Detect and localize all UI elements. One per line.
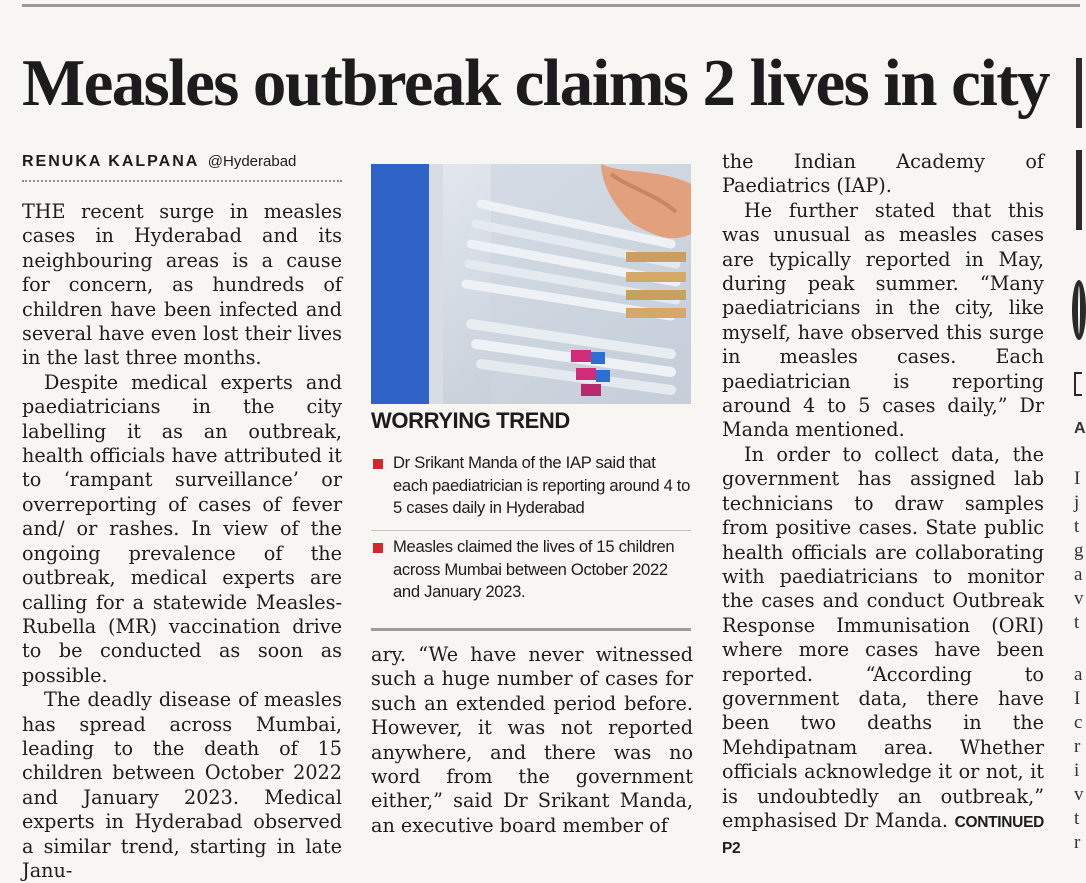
paragraph-text: In order to collect data, the government has assigned lab technicians to draw samples from positive cases. State public health officials are collaborating with paediatricians to monitor the cases and conduct Outbreak Response Immunisation (ORI) where more cases have been reported. “According to government data, there have been two deaths in the Mehdipatnam area. Whether officials acknowledge it or not, it is undoubtedly an outbreak,” emphasised Dr Manda.: [722, 442, 1044, 832]
adjacent-column-edge: A I j t g a v t a I c r i v t r: [1062, 0, 1080, 865]
edge-letter: I: [1074, 468, 1081, 489]
byline-divider: [22, 180, 342, 182]
article-column-2: [371, 643, 693, 838]
edge-letter: r: [1074, 832, 1081, 853]
byline-author: RENUKA KALPANA: [22, 153, 200, 170]
sidebar-bottom-rule: [371, 628, 691, 631]
edge-letter: t: [1074, 516, 1080, 537]
sidebar-bullet: [371, 536, 693, 604]
edge-letter: t: [1074, 808, 1080, 829]
paragraph: the Indian Academy of Paediatrics (IAP).: [722, 150, 1044, 198]
sidebar-heading: WORRYING TREND: [371, 408, 570, 433]
paragraph: He further stated that this was unusual as measles cases are typically reported in May, during peak summer. “Many paediatricians in the city, like myself, have observed this surge in measles cases. Each paediatrician is reporting around 4 to 5 cases daily,” Dr Manda mentioned.: [722, 198, 1044, 442]
edge-letter: j: [1074, 492, 1080, 513]
edge-letter: g: [1074, 540, 1084, 561]
bullet-text: Dr Srikant Manda of the IAP said that each paediatrician is reporting around 4 to 5 cases daily in Hyderabad: [393, 453, 691, 517]
paragraph: ary. “We have never witnessed such a huge number of cases for such an extended period before. However, it was not reported anywhere, and there was no word from the government either,” said Dr Srikant Manda, an executive board member of: [371, 643, 693, 837]
continued-label: CONTINUED P2: [722, 813, 1044, 858]
edge-letter: c: [1074, 712, 1083, 733]
edge-letter: I: [1074, 688, 1081, 709]
edge-letter: a: [1074, 664, 1083, 685]
syringes-photo: [371, 164, 691, 404]
article-column-3: [722, 150, 1044, 862]
paragraph: [722, 443, 1044, 862]
headline: Measles outbreak claims 2 lives in city: [22, 46, 1049, 120]
top-rule: [22, 4, 1080, 7]
edge-letter: v: [1074, 588, 1084, 609]
article-column-1: [22, 200, 342, 883]
bullet-square-icon: [373, 459, 383, 469]
edge-letter: a: [1074, 564, 1083, 585]
edge-letter: i: [1074, 760, 1080, 781]
bullet-text: Measles claimed the lives of 15 children across Mumbai between October 2022 and January 2023.: [393, 537, 675, 601]
edge-letter: r: [1074, 736, 1081, 757]
sidebar-bullet: [371, 452, 693, 520]
edge-letter: t: [1074, 612, 1080, 633]
paragraph: The deadly disease of measles has spread across Mumbai, leading to the death of 15 children between October 2022 and January 2023. Medical experts in Hyderabad observed a similar trend, starting in late Janu-: [22, 688, 342, 882]
byline-location: @Hyderabad: [207, 153, 297, 170]
paragraph: Despite medical experts and paediatricians in the city labelling it as an outbreak, health officials have attributed it to ‘rampant surveillance’ or overreporting of cases of fever and/ or rashes. In view of the ongoing prevalence of the outbreak, medical experts are calling for a statewide Measles-Rubella (MR) vaccination drive to be conducted as soon as possible.: [22, 370, 342, 687]
bullet-square-icon: [373, 543, 383, 553]
byline: [22, 151, 342, 177]
paragraph: THE recent surge in measles cases in Hyderabad and its neighbouring areas is a cause for concern, as hundreds of children have been infected and several have even lost their lives in the last three months.: [22, 200, 342, 370]
sidebar-divider: [371, 530, 691, 531]
edge-letter: v: [1074, 784, 1084, 805]
